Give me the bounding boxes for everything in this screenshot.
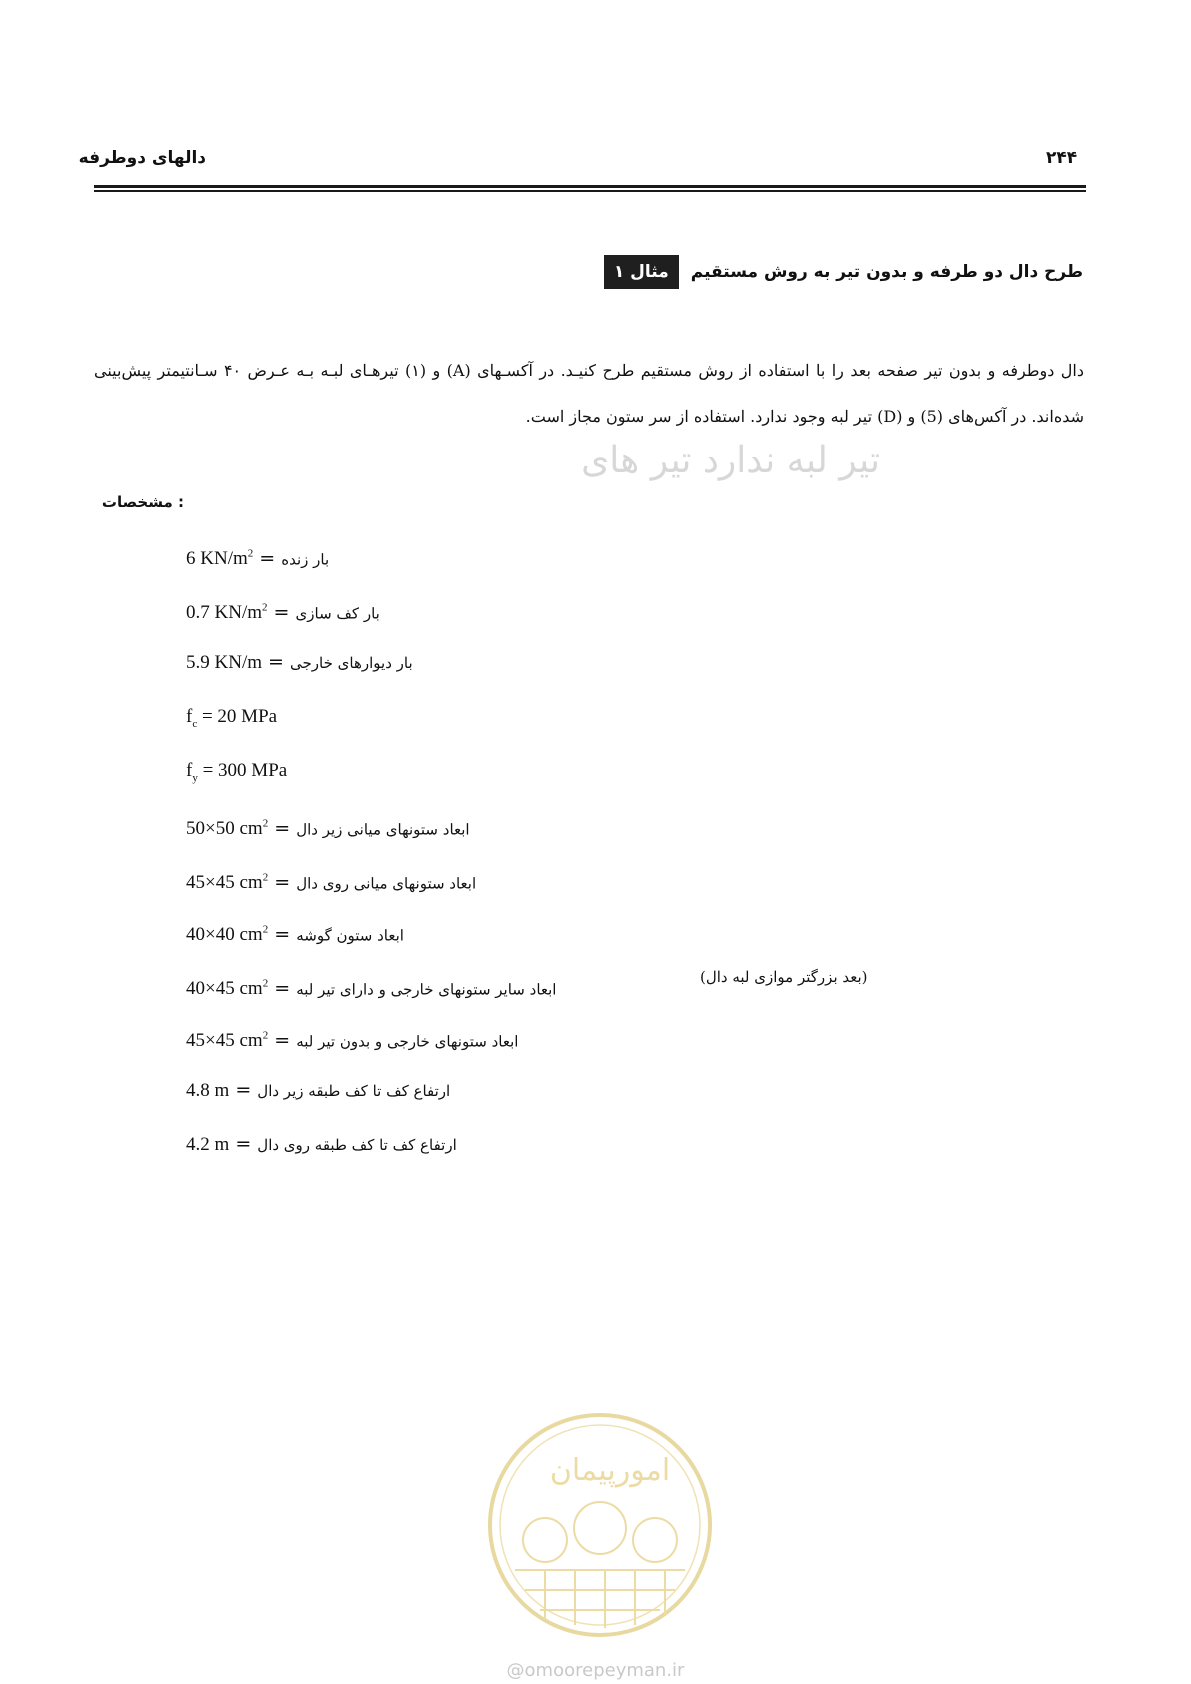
watermark-logo-text: امورپیمان — [549, 1453, 671, 1488]
spec-fc: $f_c = 20$ MPa — [186, 706, 278, 730]
spec-exterior-columns-with-beam: 40×45 $cm^2$ = ابعاد سایر ستونهای خارجی و دارای تیر لبه — [186, 977, 557, 1000]
spec-live-load: 6 $KN/m^2$ = بار زنده — [186, 547, 330, 570]
chapter-title: دالهای دوطرفه — [78, 148, 206, 168]
spec-story-height-above: 4.2 m = ارتفاع کف تا کف طبقه روی دال — [186, 1133, 457, 1155]
header-rule-thin — [94, 190, 1086, 192]
spec-exterior-columns-without-beam: 45×45 $cm^2$ = ابعاد ستونهای خارجی و بدون تیر لبه — [186, 1029, 519, 1052]
page-number: ۲۴۴ — [1046, 148, 1078, 168]
watermark-url: @omoorepeyman.ir — [506, 1660, 685, 1681]
example-heading — [604, 255, 1083, 289]
example-badge: مثال ۱ — [604, 255, 679, 289]
spec-story-height-below: 4.8 m = ارتفاع کف تا کف طبقه زیر دال — [186, 1079, 451, 1101]
spec-exterior-wall-load: 5.9 KN/m = بار دیوارهای خارجی — [186, 651, 413, 673]
faded-scan-text: ﺗﯿﺮ ﻟﺒﻪ ﻧﺪارد ﺗﯿﺮ ﻫﺎی — [581, 440, 880, 481]
spec-interior-columns-above: 45×45 $cm^2$ = ابعاد ستونهای میانی روی دال — [186, 871, 477, 894]
watermark-logo — [485, 1410, 715, 1640]
spec-interior-columns-below: 50×50 $cm^2$ = ابعاد ستونهای میانی زیر دال — [186, 817, 470, 840]
spec-corner-column: 40×40 $cm^2$ = ابعاد ستون گوشه — [186, 923, 404, 946]
problem-statement: دال دوطرفه و بدون تیر صفحه بعد را با استفاده از روش مستقیم طرح کنیـد. در آکسـهای (A) و (۱) تیرهـای لبـه بـه عـرض ۴۰ سـانتیمتر پیش‌بینی شده‌اند. در آکس‌های (5) و (D) تیر لبه وجود ندارد. استفاده از سر ستون مجاز است. — [94, 361, 1085, 426]
spec-fy: $f_y = 300$ MPa — [186, 760, 288, 784]
spec-note: (بعد بزرگتر موازی لبه دال) — [700, 968, 868, 986]
header-rule — [94, 185, 1086, 188]
example-title: طرح دال دو طرفه و بدون تیر به روش مستقیم — [690, 262, 1083, 282]
spec-floor-finish-load: 0.7 $KN/m^2$ = بار کف سازی — [186, 601, 380, 624]
specs-label: : مشخصات — [101, 493, 184, 511]
